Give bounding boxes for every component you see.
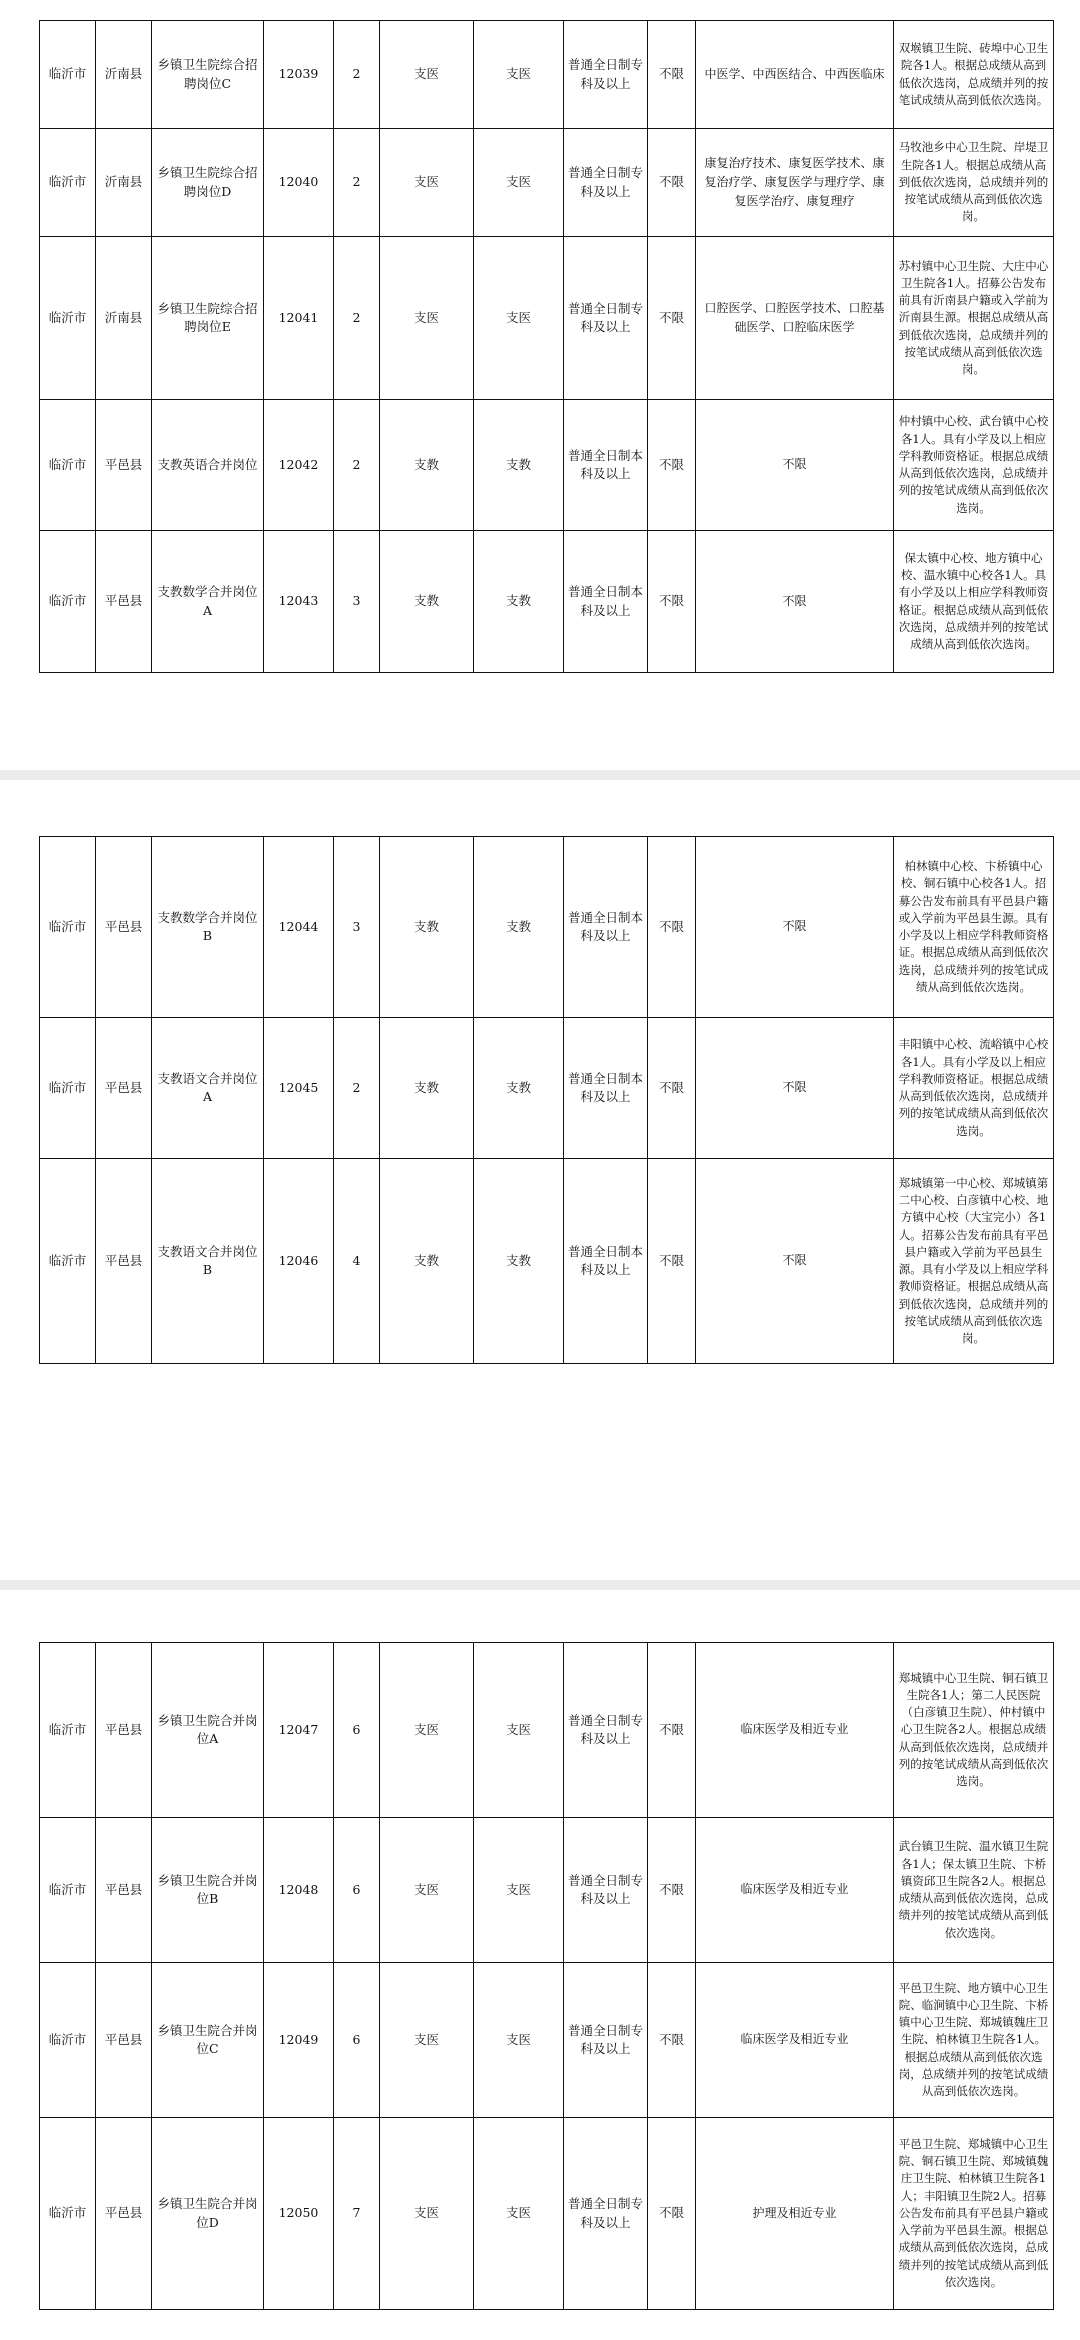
category-cell: 支教 [380, 1018, 474, 1159]
table-row [40, 400, 1054, 531]
major-cell: 护理及相近专业 [696, 2118, 894, 2310]
city-cell: 临沂市 [40, 1643, 96, 1818]
degree-cell: 不限 [648, 400, 696, 531]
note-cell: 武台镇卫生院、温水镇卫生院各1人；保太镇卫生院、卞桥镇资邱卫生院各2人。根据总成绩从高到低依次选岗，总成绩并列的按笔试成绩从高到低依次选岗。 [894, 1818, 1054, 1963]
table-row [40, 531, 1054, 673]
position-cell: 乡镇卫生院综合招聘岗位E [152, 237, 264, 400]
category-cell: 支教 [380, 400, 474, 531]
county-cell: 平邑县 [96, 531, 152, 673]
code-cell: 12049 [264, 1963, 334, 2118]
county-cell: 平邑县 [96, 1818, 152, 1963]
code-cell: 12048 [264, 1818, 334, 1963]
subcategory-cell: 支医 [474, 1643, 564, 1818]
position-cell: 支教语文合并岗位B [152, 1159, 264, 1364]
table-row [40, 237, 1054, 400]
education-cell: 普通全日制本科及以上 [564, 400, 648, 531]
degree-cell: 不限 [648, 237, 696, 400]
education-cell: 普通全日制专科及以上 [564, 1643, 648, 1818]
category-cell: 支医 [380, 1818, 474, 1963]
recruitment-table-2 [39, 836, 1054, 1364]
page-separator [0, 1580, 1080, 1590]
degree-cell: 不限 [648, 531, 696, 673]
count-cell: 4 [334, 1159, 380, 1364]
city-cell: 临沂市 [40, 1018, 96, 1159]
code-cell: 12045 [264, 1018, 334, 1159]
note-cell: 苏村镇中心卫生院、大庄中心卫生院各1人。招募公告发布前具有沂南县户籍或入学前为沂南县生源。根据总成绩从高到低依次选岗，总成绩并列的按笔试成绩从高到低依次选岗。 [894, 237, 1054, 400]
county-cell: 沂南县 [96, 129, 152, 237]
note-cell: 郑城镇中心卫生院、铜石镇卫生院各1人；第二人民医院（白彦镇卫生院）、仲村镇中心卫生院各2人。根据总成绩从高到低依次选岗，总成绩并列的按笔试成绩从高到低依次选岗。 [894, 1643, 1054, 1818]
education-cell: 普通全日制本科及以上 [564, 531, 648, 673]
subcategory-cell: 支医 [474, 21, 564, 129]
education-cell: 普通全日制本科及以上 [564, 837, 648, 1018]
education-cell: 普通全日制本科及以上 [564, 1018, 648, 1159]
education-cell: 普通全日制专科及以上 [564, 21, 648, 129]
position-cell: 乡镇卫生院综合招聘岗位C [152, 21, 264, 129]
degree-cell: 不限 [648, 1159, 696, 1364]
major-cell: 不限 [696, 837, 894, 1018]
document-page-1 [0, 0, 1080, 770]
city-cell: 临沂市 [40, 531, 96, 673]
note-cell: 仲村镇中心校、武台镇中心校各1人。具有小学及以上相应学科教师资格证。根据总成绩从高到低依次选岗，总成绩并列的按笔试成绩从高到低依次选岗。 [894, 400, 1054, 531]
code-cell: 12039 [264, 21, 334, 129]
category-cell: 支教 [380, 837, 474, 1018]
note-cell: 平邑卫生院、郑城镇中心卫生院、铜石镇卫生院、郑城镇魏庄卫生院、柏林镇卫生院各1人；丰阳镇卫生院2人。招募公告发布前具有平邑县户籍或入学前为平邑县生源。根据总成绩从高到低依次选岗，总成绩并列的按笔试成绩从高到低依次选岗。 [894, 2118, 1054, 2310]
city-cell: 临沂市 [40, 1963, 96, 2118]
category-cell: 支教 [380, 531, 474, 673]
degree-cell: 不限 [648, 837, 696, 1018]
education-cell: 普通全日制专科及以上 [564, 237, 648, 400]
table-row [40, 129, 1054, 237]
category-cell: 支医 [380, 1643, 474, 1818]
position-cell: 支教数学合并岗位A [152, 531, 264, 673]
county-cell: 平邑县 [96, 837, 152, 1018]
note-cell: 丰阳镇中心校、流峪镇中心校各1人。具有小学及以上相应学科教师资格证。根据总成绩从高到低依次选岗，总成绩并列的按笔试成绩从高到低依次选岗。 [894, 1018, 1054, 1159]
city-cell: 临沂市 [40, 1159, 96, 1364]
count-cell: 2 [334, 237, 380, 400]
code-cell: 12042 [264, 400, 334, 531]
major-cell: 临床医学及相近专业 [696, 1963, 894, 2118]
note-cell: 柏林镇中心校、卞桥镇中心校、铜石镇中心校各1人。招募公告发布前具有平邑县户籍或入学前为平邑县生源。具有小学及以上相应学科教师资格证。根据总成绩从高到低依次选岗，总成绩并列的按笔试成绩从高到低依次选岗。 [894, 837, 1054, 1018]
county-cell: 沂南县 [96, 237, 152, 400]
county-cell: 平邑县 [96, 1159, 152, 1364]
city-cell: 临沂市 [40, 837, 96, 1018]
major-cell: 临床医学及相近专业 [696, 1643, 894, 1818]
note-cell: 平邑卫生院、地方镇中心卫生院、临涧镇中心卫生院、卞桥镇中心卫生院、郑城镇魏庄卫生院、柏林镇卫生院各1人。根据总成绩从高到低依次选岗，总成绩并列的按笔试成绩从高到低依次选岗。 [894, 1963, 1054, 2118]
degree-cell: 不限 [648, 1643, 696, 1818]
subcategory-cell: 支医 [474, 1818, 564, 1963]
table-row [40, 1018, 1054, 1159]
position-cell: 乡镇卫生院合并岗位B [152, 1818, 264, 1963]
position-cell: 乡镇卫生院合并岗位A [152, 1643, 264, 1818]
recruitment-table-3 [39, 1642, 1054, 2310]
code-cell: 12046 [264, 1159, 334, 1364]
county-cell: 平邑县 [96, 1643, 152, 1818]
code-cell: 12043 [264, 531, 334, 673]
subcategory-cell: 支教 [474, 1018, 564, 1159]
table-row [40, 1818, 1054, 1963]
table-row [40, 837, 1054, 1018]
note-cell: 保太镇中心校、地方镇中心校、温水镇中心校各1人。具有小学及以上相应学科教师资格证。根据总成绩从高到低依次选岗，总成绩并列的按笔试成绩从高到低依次选岗。 [894, 531, 1054, 673]
code-cell: 12041 [264, 237, 334, 400]
degree-cell: 不限 [648, 21, 696, 129]
count-cell: 3 [334, 837, 380, 1018]
education-cell: 普通全日制本科及以上 [564, 1159, 648, 1364]
document-page-2 [0, 780, 1080, 1580]
city-cell: 临沂市 [40, 2118, 96, 2310]
degree-cell: 不限 [648, 1818, 696, 1963]
county-cell: 平邑县 [96, 1963, 152, 2118]
category-cell: 支医 [380, 21, 474, 129]
city-cell: 临沂市 [40, 129, 96, 237]
major-cell: 临床医学及相近专业 [696, 1818, 894, 1963]
education-cell: 普通全日制专科及以上 [564, 1818, 648, 1963]
position-cell: 支教英语合并岗位 [152, 400, 264, 531]
major-cell: 不限 [696, 531, 894, 673]
category-cell: 支医 [380, 2118, 474, 2310]
degree-cell: 不限 [648, 1963, 696, 2118]
note-cell: 马牧池乡中心卫生院、岸堤卫生院各1人。根据总成绩从高到低依次选岗，总成绩并列的按笔试成绩从高到低依次选岗。 [894, 129, 1054, 237]
code-cell: 12050 [264, 2118, 334, 2310]
education-cell: 普通全日制专科及以上 [564, 1963, 648, 2118]
table-row [40, 1643, 1054, 1818]
education-cell: 普通全日制专科及以上 [564, 2118, 648, 2310]
position-cell: 乡镇卫生院合并岗位D [152, 2118, 264, 2310]
major-cell: 不限 [696, 1159, 894, 1364]
major-cell: 中医学、中西医结合、中西医临床 [696, 21, 894, 129]
major-cell: 不限 [696, 1018, 894, 1159]
count-cell: 2 [334, 400, 380, 531]
position-cell: 乡镇卫生院综合招聘岗位D [152, 129, 264, 237]
subcategory-cell: 支教 [474, 400, 564, 531]
county-cell: 平邑县 [96, 400, 152, 531]
degree-cell: 不限 [648, 2118, 696, 2310]
city-cell: 临沂市 [40, 237, 96, 400]
degree-cell: 不限 [648, 129, 696, 237]
count-cell: 6 [334, 1963, 380, 2118]
count-cell: 2 [334, 1018, 380, 1159]
county-cell: 平邑县 [96, 1018, 152, 1159]
position-cell: 支教数学合并岗位B [152, 837, 264, 1018]
category-cell: 支医 [380, 1963, 474, 2118]
code-cell: 12044 [264, 837, 334, 1018]
position-cell: 支教语文合并岗位A [152, 1018, 264, 1159]
education-cell: 普通全日制专科及以上 [564, 129, 648, 237]
category-cell: 支医 [380, 237, 474, 400]
code-cell: 12040 [264, 129, 334, 237]
subcategory-cell: 支教 [474, 1159, 564, 1364]
major-cell: 不限 [696, 400, 894, 531]
county-cell: 沂南县 [96, 21, 152, 129]
city-cell: 临沂市 [40, 21, 96, 129]
page-separator [0, 770, 1080, 780]
table-row [40, 1159, 1054, 1364]
subcategory-cell: 支医 [474, 129, 564, 237]
city-cell: 临沂市 [40, 1818, 96, 1963]
count-cell: 6 [334, 1818, 380, 1963]
note-cell: 双堠镇卫生院、砖埠中心卫生院各1人。根据总成绩从高到低依次选岗，总成绩并列的按笔试成绩从高到低依次选岗。 [894, 21, 1054, 129]
category-cell: 支医 [380, 129, 474, 237]
subcategory-cell: 支教 [474, 531, 564, 673]
recruitment-table-1 [39, 20, 1054, 673]
subcategory-cell: 支医 [474, 2118, 564, 2310]
document-page-3 [0, 1590, 1080, 2340]
count-cell: 2 [334, 21, 380, 129]
subcategory-cell: 支教 [474, 837, 564, 1018]
subcategory-cell: 支医 [474, 1963, 564, 2118]
count-cell: 7 [334, 2118, 380, 2310]
table-row [40, 1963, 1054, 2118]
degree-cell: 不限 [648, 1018, 696, 1159]
count-cell: 3 [334, 531, 380, 673]
note-cell: 郑城镇第一中心校、郑城镇第二中心校、白彦镇中心校、地方镇中心校（大宝完小）各1人。招募公告发布前具有平邑县户籍或入学前为平邑县生源。具有小学及以上相应学科教师资格证。根据总成绩从高到低依次选岗，总成绩并列的按笔试成绩从高到低依次选岗。 [894, 1159, 1054, 1364]
major-cell: 口腔医学、口腔医学技术、口腔基础医学、口腔临床医学 [696, 237, 894, 400]
category-cell: 支教 [380, 1159, 474, 1364]
city-cell: 临沂市 [40, 400, 96, 531]
table-row [40, 2118, 1054, 2310]
position-cell: 乡镇卫生院合并岗位C [152, 1963, 264, 2118]
table-row [40, 21, 1054, 129]
major-cell: 康复治疗技术、康复医学技术、康复治疗学、康复医学与理疗学、康复医学治疗、康复理疗 [696, 129, 894, 237]
count-cell: 2 [334, 129, 380, 237]
county-cell: 平邑县 [96, 2118, 152, 2310]
subcategory-cell: 支医 [474, 237, 564, 400]
count-cell: 6 [334, 1643, 380, 1818]
code-cell: 12047 [264, 1643, 334, 1818]
